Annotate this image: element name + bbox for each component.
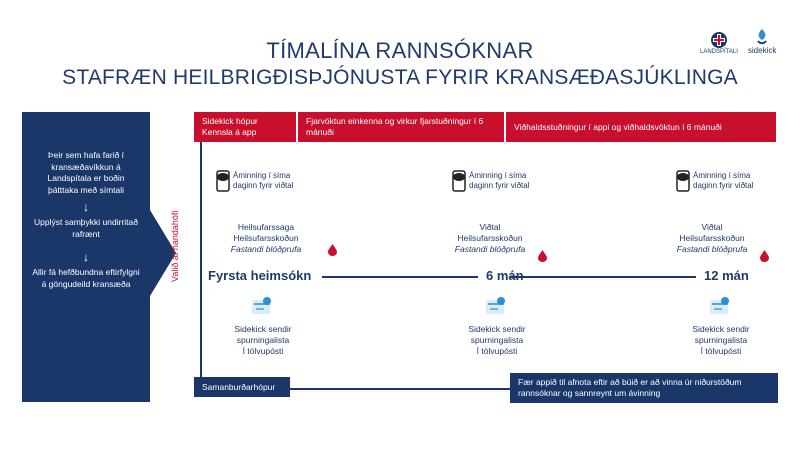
blood-drop-icon (760, 250, 769, 262)
visit-details: Viðtal Heilsufarsskoðun Fastandi blóðprufa (454, 222, 526, 254)
down-arrow-icon: ↓ (83, 200, 89, 214)
control-group-label: Samanburðarhópur (194, 377, 290, 397)
timeline-line (510, 276, 696, 278)
blood-drop-icon (328, 244, 337, 256)
page-title: TÍMALÍNA RANNSÓKNAR (266, 38, 534, 63)
timeline-vertical-line (200, 142, 202, 388)
maintenance-bar: Viðhaldsstuðningur í appi og viðhaldsvöktun í 6 mánuði (506, 112, 776, 142)
visit-details: Viðtal Heilsufarsskoðun Fastandi blóðprufa (676, 222, 748, 254)
sidekick-app-icon (250, 296, 274, 318)
sms-reminder: Áminning í síma daginn fyrir viðtal (216, 170, 293, 192)
sidekick-group-bar: Sidekick hópur Kennsla á app (194, 112, 296, 142)
sidekick-logo: sidekick (748, 28, 776, 55)
consent-text: Upplýst samþykki undirritað rafrænt (34, 217, 138, 239)
phone-sms-icon (216, 170, 230, 192)
phone-sms-icon (452, 170, 466, 192)
sidekick-app-icon (708, 296, 732, 318)
questionnaire-text: Sidekick sendir spurningalista Í tölvupósti (692, 324, 750, 356)
blood-drop-icon (538, 250, 547, 262)
milestone-6-months: 6 mán (486, 268, 524, 283)
down-arrow-icon: ↓ (83, 250, 89, 264)
sms-reminder: Áminning í síma daginn fyrir viðtal (676, 170, 753, 192)
landspitali-logo: LANDSPÍTALI (700, 31, 738, 55)
remote-monitoring-bar: Fjarvöktun einkenna og virkur fjarstuðningur í 6 mánuði (298, 112, 504, 142)
enrollment-panel (22, 112, 150, 402)
milestone-12-months: 12 mán (704, 268, 749, 283)
randomized-label: Valið af handahófi (170, 210, 180, 282)
enrollment-text: Þeir sem hafa farið í kransæðavíkkun á Landspítala er boðin þátttaka með símtali (47, 150, 125, 195)
sms-reminder: Áminning í síma daginn fyrir viðtal (452, 170, 529, 192)
questionnaire-text: Sidekick sendir spurningalista Í tölvupósti (468, 324, 526, 356)
sidekick-icon (754, 28, 770, 46)
control-group-note: Fær appið til afnota eftir að búið er að vinna úr niðurstöðum rannsóknar og sannreynt um ávinning (510, 373, 778, 403)
page-subtitle: STAFRÆN HEILBRIGÐISÞJÓNUSTA FYRIR KRANSÆÐASJÚKLINGA (62, 66, 738, 89)
followup-text: Allir fá hefðbundna eftirfylgni á göngudeild kransæða (32, 267, 140, 289)
timeline-line (322, 276, 478, 278)
logos (700, 28, 776, 55)
landspitali-icon (710, 31, 728, 49)
phone-sms-icon (676, 170, 690, 192)
visit-details: Heilsufarssaga Heilsufarsskoðun Fastandi blóðprufa (230, 222, 302, 254)
sidekick-app-icon (484, 296, 508, 318)
questionnaire-text: Sidekick sendir spurningalista Í tölvupósti (234, 324, 292, 356)
milestone-first-visit: Fyrsta heimsókn (208, 268, 312, 283)
control-group-line (290, 388, 512, 390)
